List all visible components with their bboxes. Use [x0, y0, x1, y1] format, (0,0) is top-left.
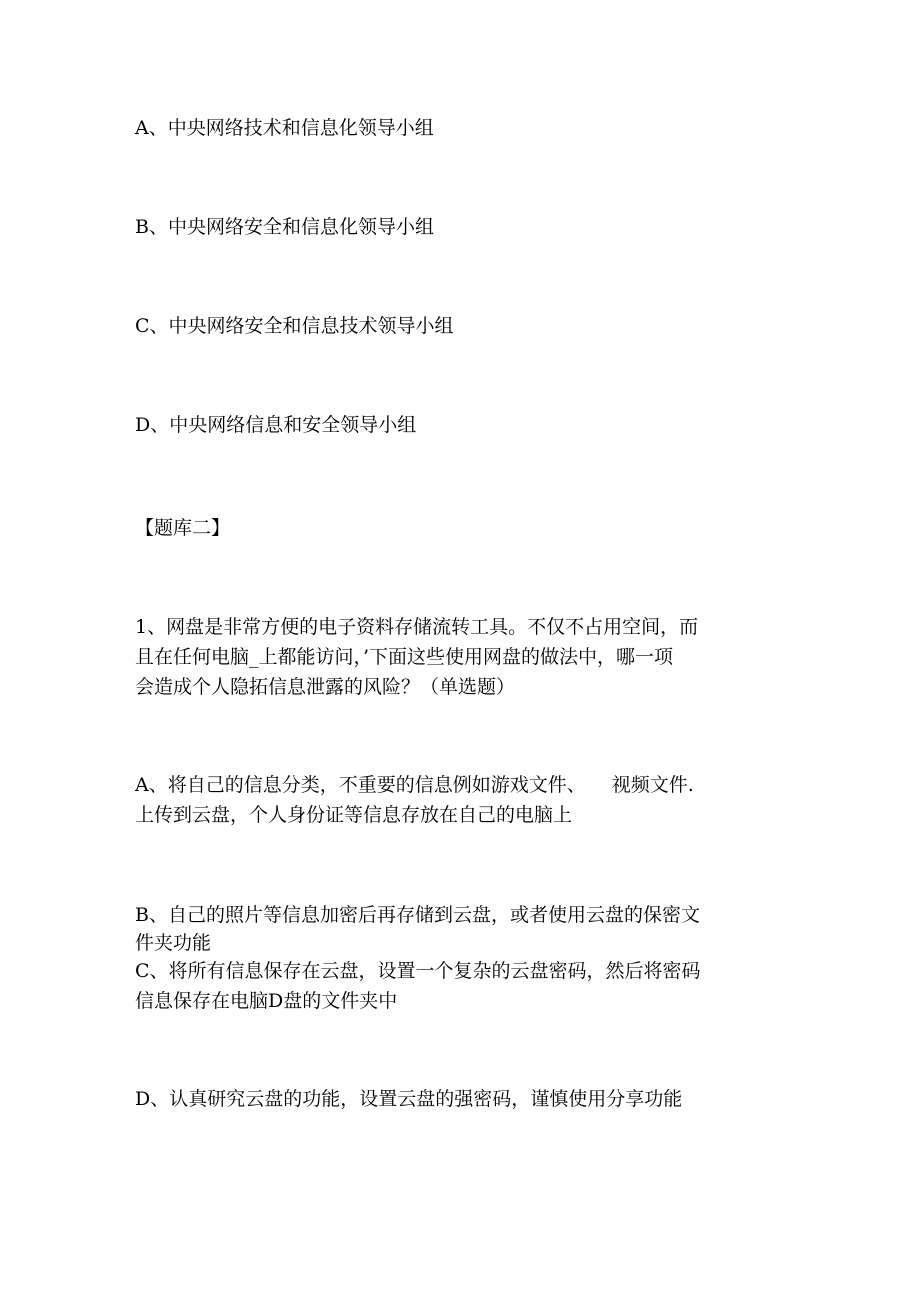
prev-option-b: B、中央网络安全和信息化领导小组: [135, 216, 434, 238]
prev-option-a: A、中央网络技术和信息化领导小组: [135, 117, 434, 139]
prev-option-c: C、中央网络安全和信息技术领导小组: [135, 315, 454, 337]
question-1-option-b-line-2: 件夹功能: [135, 932, 212, 954]
option-a-part-2: 视频文件.: [611, 774, 694, 796]
option-a-part-1: A、将自己的信息分类，不重要的信息例如游戏文件、: [135, 774, 586, 796]
question-1-stem-line-1: 1、网盘是非常方便的电子资料存储流转工具。不仅不占用空间，而: [135, 616, 699, 638]
question-1-option-d: D、认真研究云盘的功能，设置云盘的强密码，谨慎使用分享功能: [135, 1088, 683, 1110]
section-title: 【题库二】: [135, 517, 231, 539]
question-1-option-c-line-2: 信息保存在电脑D盘的文件夹中: [135, 990, 398, 1012]
question-1-stem-line-3: 会造成个人隐拓信息泄露的风险？（单选题）: [135, 676, 516, 698]
question-1-stem-line-2: 且在任何电脑_上都能访问，’下面这些使用网盘的做法中，哪一项: [135, 646, 674, 668]
question-1-option-a-line-2: 上传到云盘，个人身份证等信息存放在自己的电脑上: [135, 804, 573, 826]
question-1-option-b-line-1: B、自己的照片等信息加密后再存储到云盘，或者使用云盘的保密文: [135, 904, 700, 926]
prev-option-d: D、中央网络信息和安全领导小组: [135, 414, 417, 436]
question-1-option-c-line-1: C、将所有信息保存在云盘，设置一个复杂的云盘密码，然后将密码: [135, 960, 701, 982]
question-1-option-a-line-1: [135, 770, 795, 800]
